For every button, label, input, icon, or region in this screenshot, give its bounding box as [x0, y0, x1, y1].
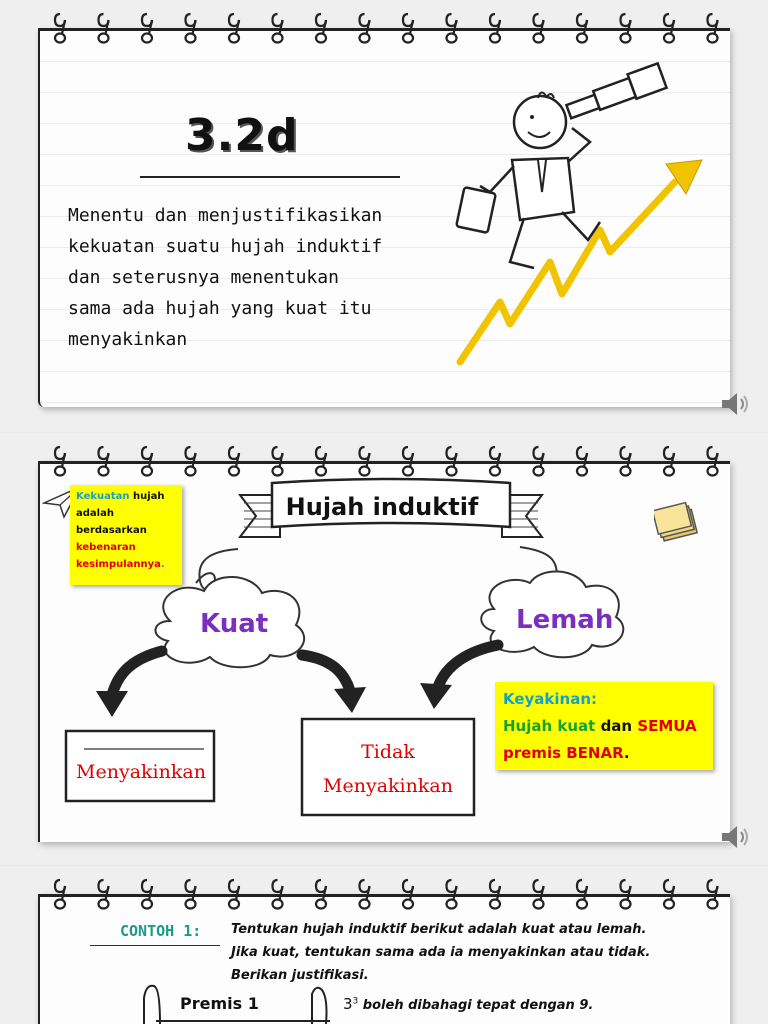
spiral-ring: [186, 880, 196, 909]
section-code: 3.2d: [185, 110, 299, 161]
contoh-underline: [90, 945, 220, 946]
spiral-ring: [186, 14, 196, 43]
spiral-ring: [664, 14, 674, 43]
spiral-ring: [708, 14, 718, 43]
spiral-ring: [621, 14, 631, 43]
speaker-icon[interactable]: [720, 390, 752, 418]
spiral-ring: [55, 880, 65, 909]
spiral-ring: [490, 14, 500, 43]
spiral-ring: [534, 880, 544, 909]
spiral-ring: [403, 880, 413, 909]
spiral-binding: [0, 0, 768, 50]
spiral-ring: [447, 14, 457, 43]
box-tidak-line1: Tidak: [361, 741, 415, 763]
box-tidak-line2: Menyakinkan: [323, 775, 453, 797]
spiral-ring: [99, 880, 109, 909]
premis-rest: boleh dibahagi tepat dengan 9.: [358, 998, 594, 1013]
telescope-man-icon: [450, 62, 720, 382]
keyakinan-part: premis BENAR: [503, 744, 624, 762]
keyakinan-heading: Keyakinan:: [503, 690, 598, 708]
contoh-label: CONTOH 1:: [120, 922, 202, 940]
premis-exponent: 3: [352, 996, 359, 1007]
premis-base: 3: [343, 995, 353, 1013]
note-word: hujah: [129, 491, 165, 502]
learning-objective: Menentu dan menjustifikasikan kekuatan suatu hujah induktif dan seterusnya menentukan sama ada hujah yang kuat itu menyakinkan: [68, 205, 383, 350]
spiral-ring: [55, 14, 65, 43]
spiral-ring: [447, 880, 457, 909]
spiral-ring: [229, 14, 239, 43]
speaker-icon[interactable]: [720, 823, 752, 851]
spiral-ring: [316, 14, 326, 43]
keyakinan-part: SEMUA: [637, 717, 697, 735]
premis-label: Premis 1: [180, 994, 259, 1013]
note-word: berdasarkan: [76, 525, 147, 536]
spiral-binding: [0, 866, 768, 916]
spiral-ring: [577, 14, 587, 43]
banner-title: Hujah induktif: [285, 493, 479, 521]
keyakinan-part: dan: [595, 717, 638, 735]
spiral-ring: [360, 880, 370, 909]
spiral-ring: [534, 14, 544, 43]
contoh-instructions: [231, 918, 701, 987]
title-underline: [140, 176, 400, 178]
cloud-lemah: Lemah: [516, 605, 614, 635]
keyakinan-part: .: [623, 744, 630, 762]
spiral-ring: [99, 14, 109, 43]
premis-statement: [343, 995, 593, 1013]
spiral-ring: [621, 880, 631, 909]
spiral-ring: [490, 880, 500, 909]
box-menyakinkan: Menyakinkan: [76, 761, 206, 783]
cloud-kuat: Kuat: [200, 609, 269, 639]
note-word: kebenaran: [76, 542, 136, 553]
keyakinan-note: [495, 682, 713, 770]
spiral-ring: [273, 14, 283, 43]
instruction-line: Tentukan hujah induktif berikut adalah kuat atau lemah.: [231, 922, 647, 937]
spiral-ring: [577, 880, 587, 909]
spiral-ring: [142, 14, 152, 43]
spiral-ring: [360, 14, 370, 43]
slide-3: [0, 866, 768, 1024]
spiral-ring: [142, 880, 152, 909]
instruction-line: Jika kuat, tentukan sama ada ia menyakinkan atau tidak.: [231, 945, 651, 960]
spiral-ring: [664, 880, 674, 909]
slide-1: [0, 0, 768, 432]
note-word: .: [160, 559, 165, 570]
box-tidak-menyakinkan: [304, 735, 472, 803]
note-word: adalah: [76, 508, 114, 519]
spiral-ring: [273, 880, 283, 909]
spiral-ring: [403, 14, 413, 43]
instruction-line: Berikan justifikasi.: [231, 968, 369, 983]
note-word: kesimpulannya: [76, 559, 161, 570]
keyakinan-part: Hujah kuat: [503, 717, 596, 735]
spiral-ring: [316, 880, 326, 909]
spiral-ring: [708, 880, 718, 909]
slide-2: [0, 433, 768, 865]
note-word: Kekuatan: [76, 491, 130, 502]
spiral-ring: [229, 880, 239, 909]
